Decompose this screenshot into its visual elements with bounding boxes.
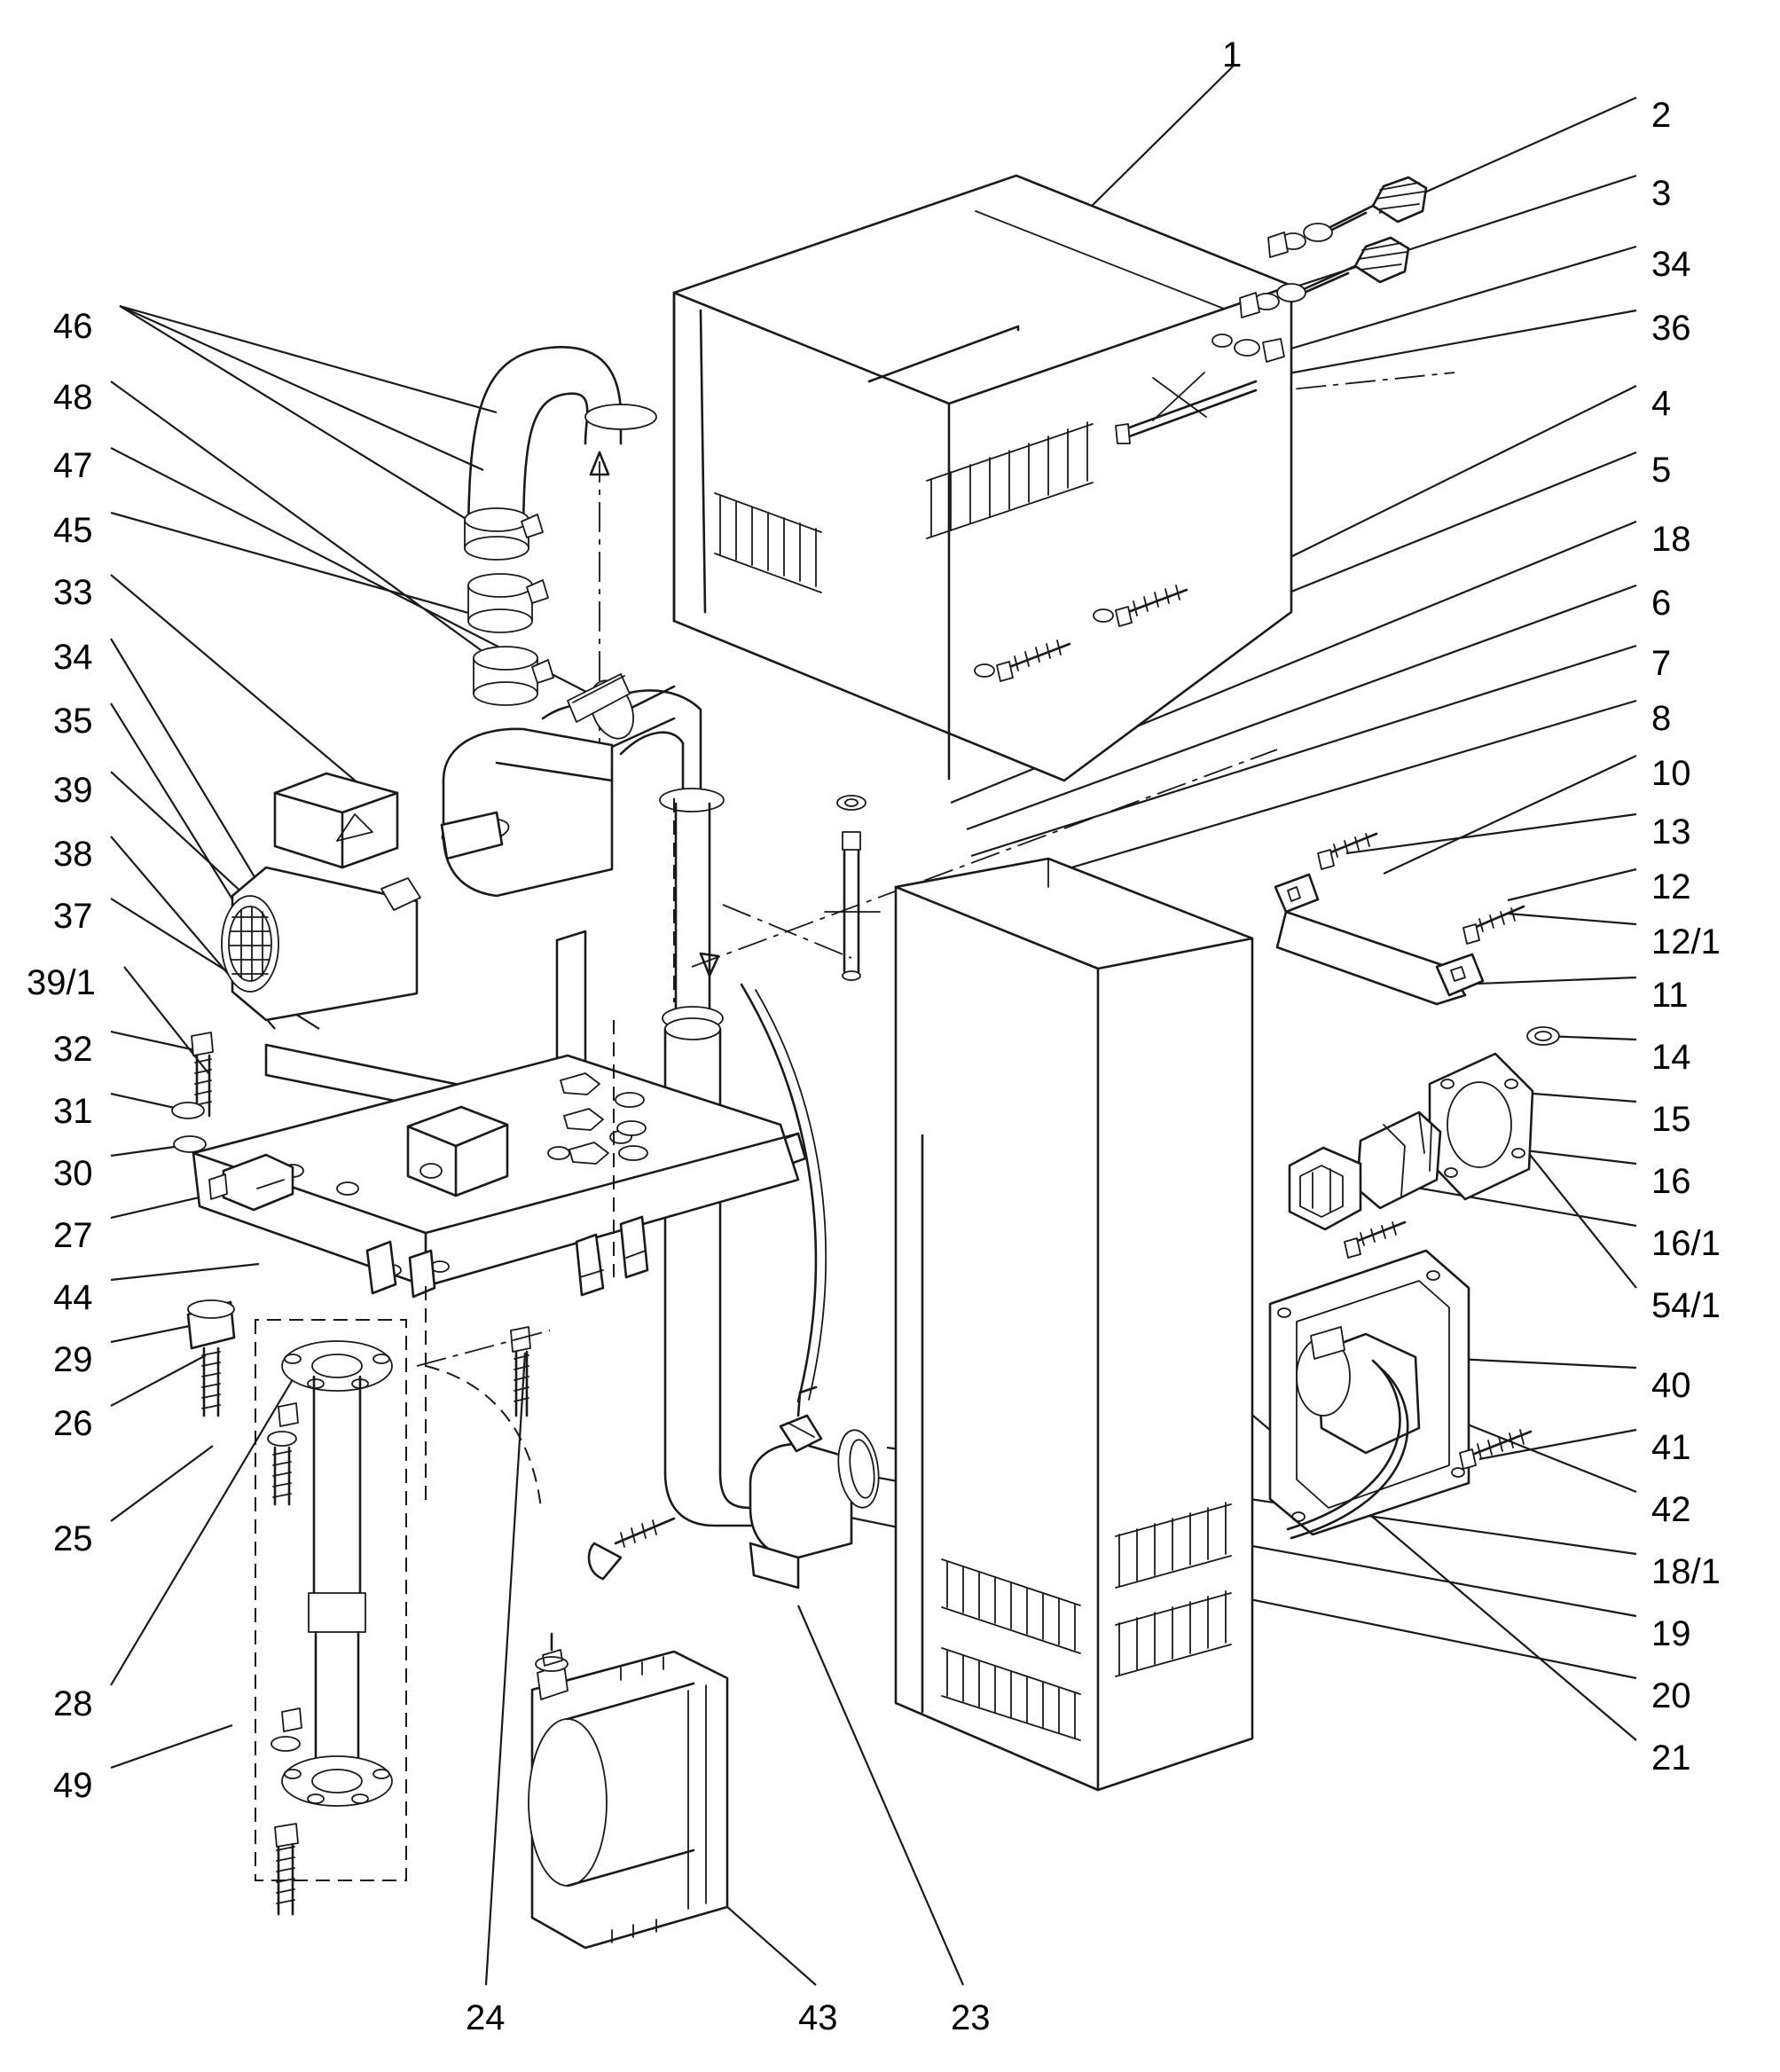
- callout-42: 42: [1651, 1490, 1691, 1529]
- callout-35: 35: [53, 702, 93, 741]
- callout-12-1: 12/1: [1651, 922, 1721, 961]
- callout-14: 14: [1651, 1038, 1691, 1077]
- callout-23: 23: [951, 1998, 991, 2037]
- callout-46: 46: [53, 307, 93, 346]
- callout-21: 21: [1651, 1738, 1691, 1778]
- callout-31: 31: [53, 1092, 93, 1131]
- callout-11: 11: [1651, 976, 1689, 1015]
- callout-5: 5: [1651, 451, 1672, 490]
- callout-24: 24: [466, 1998, 506, 2037]
- callout-16-1: 16/1: [1651, 1224, 1721, 1263]
- callout-19: 19: [1651, 1614, 1691, 1653]
- parts-18-1-19-valve: [589, 1387, 883, 1588]
- callout-38: 38: [53, 835, 93, 874]
- parts-14-15-16-flange-motor: [1290, 1027, 1559, 1229]
- callout-25: 25: [53, 1519, 93, 1558]
- callout-39: 39: [53, 771, 93, 810]
- callout-7: 7: [1651, 644, 1672, 683]
- callout-49: 49: [53, 1766, 93, 1805]
- callout-15: 15: [1651, 1100, 1691, 1139]
- callout-39-1: 39/1: [27, 963, 96, 1002]
- callout-26: 26: [53, 1404, 93, 1443]
- callout-54-1: 54/1: [1651, 1286, 1721, 1325]
- callout-18-1: 18/1: [1651, 1552, 1721, 1591]
- callout-4: 4: [1651, 384, 1672, 423]
- callout-40: 40: [1651, 1366, 1691, 1405]
- part-1-acoustic-hood: [674, 176, 1291, 781]
- callout-34-left: 34: [53, 638, 93, 677]
- callout-13: 13: [1651, 812, 1691, 852]
- callout-30: 30: [53, 1154, 93, 1193]
- callout-12: 12: [1651, 867, 1691, 906]
- parts-19-20-21-cabinet: [896, 859, 1252, 1790]
- callout-27: 27: [53, 1216, 93, 1255]
- callout-34-right: 34: [1651, 245, 1691, 284]
- callout-45: 45: [53, 511, 93, 550]
- callout-48: 48: [53, 378, 93, 417]
- callout-8: 8: [1651, 699, 1672, 738]
- callout-1: 1: [1222, 35, 1243, 75]
- parts-6-7-8-10-18-rod-assembly: [825, 796, 880, 980]
- callout-47: 47: [53, 446, 93, 485]
- callout-6: 6: [1651, 584, 1672, 623]
- callout-3: 3: [1651, 174, 1672, 213]
- parts-40-41-42-rear-panel: [1270, 1222, 1531, 1538]
- callout-37: 37: [53, 897, 93, 936]
- callout-44: 44: [53, 1278, 93, 1317]
- callout-2: 2: [1651, 96, 1672, 135]
- callout-28: 28: [53, 1684, 93, 1723]
- callout-32: 32: [53, 1030, 93, 1069]
- callout-41: 41: [1651, 1428, 1691, 1467]
- parts-11-12-13-bracket: [1275, 834, 1524, 1004]
- callout-10: 10: [1651, 754, 1691, 793]
- callout-33: 33: [53, 573, 93, 612]
- callout-29: 29: [53, 1340, 93, 1379]
- callout-20: 20: [1651, 1676, 1691, 1715]
- leader-lines-left: [111, 306, 621, 1768]
- callout-18: 18: [1651, 520, 1691, 559]
- callout-43: 43: [798, 1998, 838, 2037]
- base-plate-assembly: [193, 1056, 798, 1297]
- callout-16: 16: [1651, 1162, 1691, 1201]
- parts-23-24-43-lower-tank: [529, 1634, 727, 1948]
- callout-36: 36: [1651, 309, 1691, 348]
